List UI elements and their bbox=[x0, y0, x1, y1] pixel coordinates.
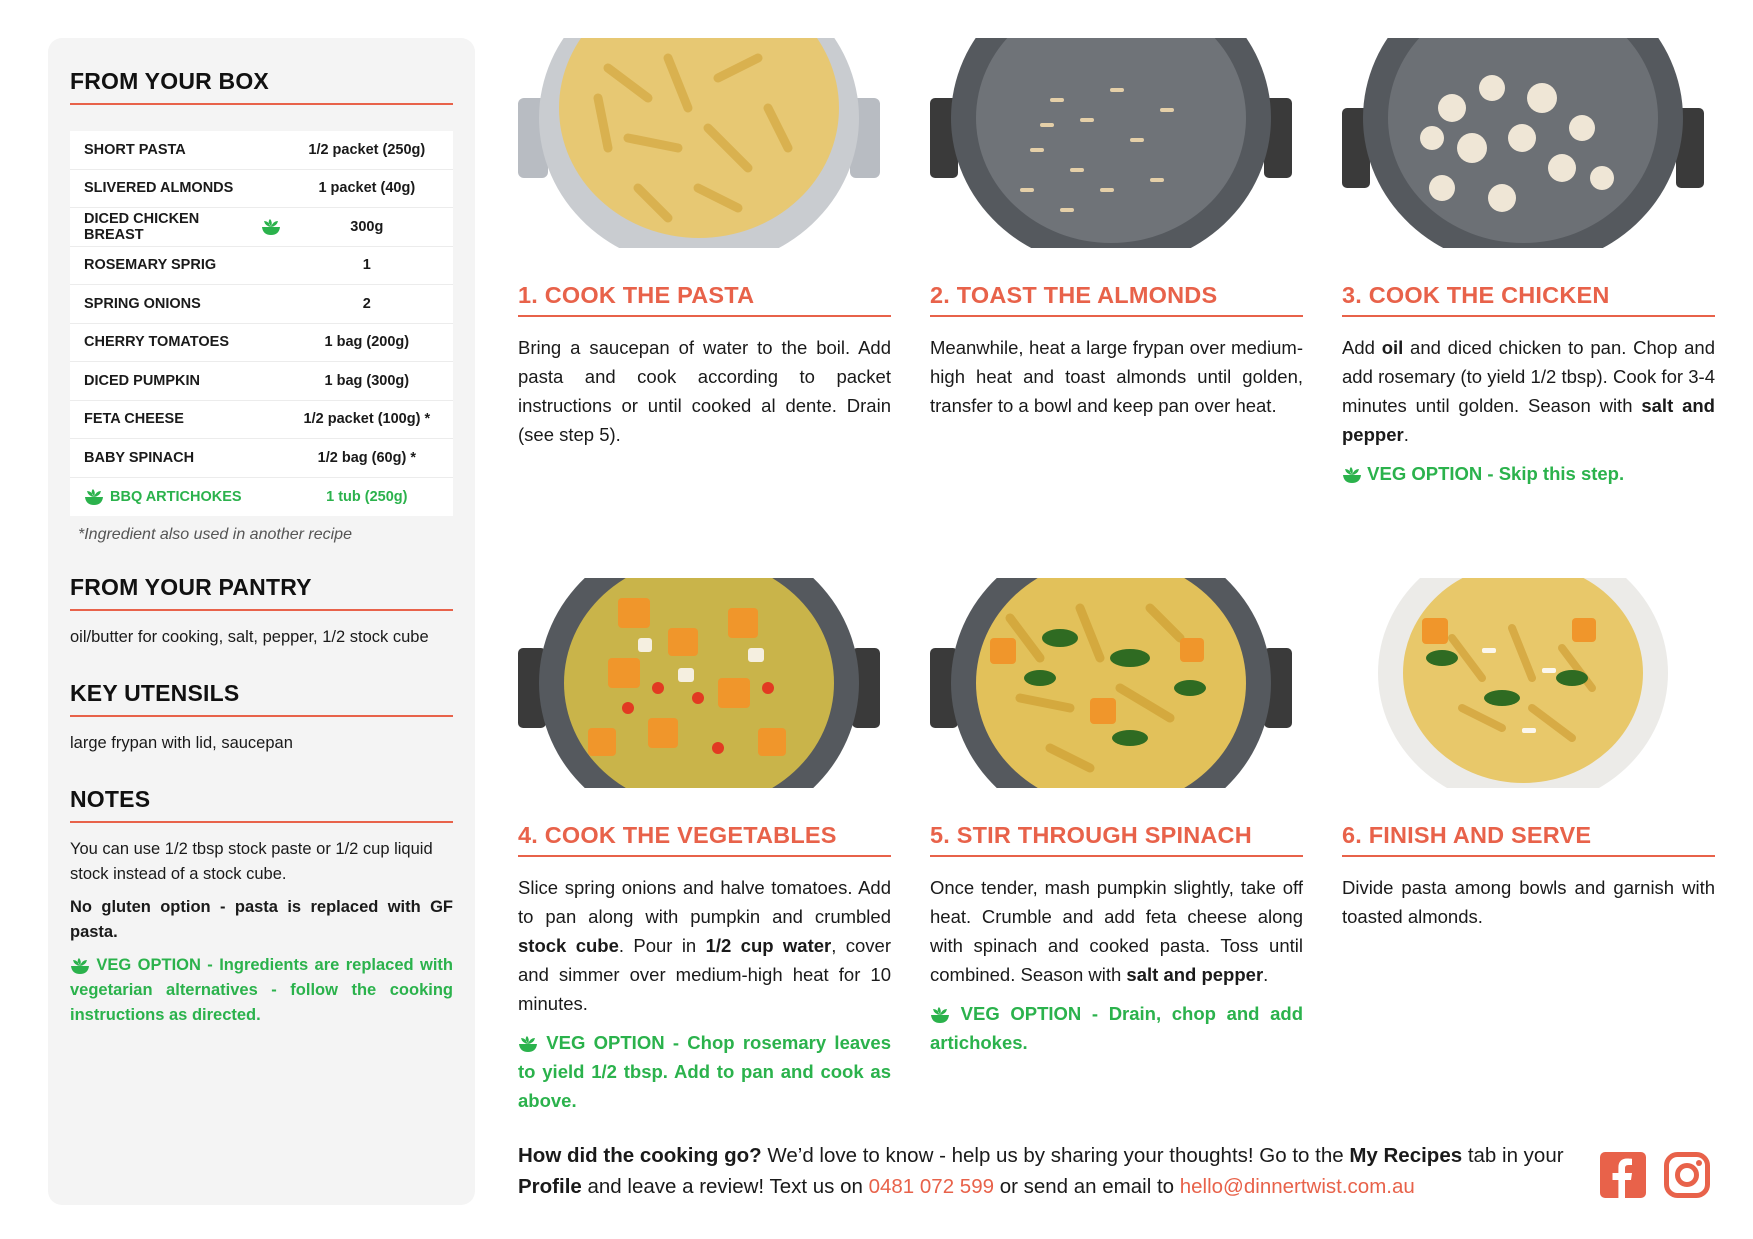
ingredient-qty: 1 bag (300g) bbox=[324, 372, 410, 389]
step-3-veg-option bbox=[1342, 459, 1715, 488]
step-3-text: Add oil and diced chicken to pan. Chop and add rosemary (to yield 1/2 tbsp). Cook for 3-4 minutes until golden. Season with salt and pepper. bbox=[1342, 337, 1715, 445]
step-5 bbox=[930, 578, 1303, 1057]
ingredient-name-text: DICED CHICKEN BREAST bbox=[84, 210, 200, 243]
step-3 bbox=[1342, 38, 1715, 488]
feedback-message: How did the cooking go? We’d love to know - help us by sharing your thoughts! Go to the My Recipes tab in your Profile and leave a review! Text us on 0481 072 599 or send an email to hello@dinnertwist.com.au bbox=[518, 1144, 1564, 1198]
utensils-title: KEY UTENSILS bbox=[70, 680, 453, 717]
step-1-text: Bring a saucepan of water to the boil. Add pasta and cook according to packet instructions or until cooked al dente. Drain (see step 5). bbox=[518, 337, 891, 445]
veg-text: VEG OPTION - Chop rosemary leaves to yield 1/2 tbsp. Add to pan and cook as above. bbox=[518, 1032, 892, 1111]
veg-text: VEG OPTION - Drain, chop and add artichokes. bbox=[930, 1003, 1304, 1053]
ingredient-name: SLIVERED ALMONDS bbox=[84, 180, 234, 197]
profile-label: Profile bbox=[518, 1175, 582, 1198]
ingredient-qty: 1/2 packet (250g) bbox=[308, 141, 426, 158]
notes-veg-option bbox=[70, 953, 453, 1028]
ingredient-name-text: BBQ ARTICHOKES bbox=[110, 488, 242, 505]
ingredient-qty: 1/2 bag (60g) * bbox=[317, 449, 416, 466]
ingredient-name: BABY SPINACH bbox=[84, 449, 195, 466]
step-1-title: 1. COOK THE PASTA bbox=[518, 282, 891, 317]
notes-text: You can use 1/2 tbsp stock paste or 1/2 cup liquid stock instead of a stock cube. bbox=[70, 840, 433, 883]
ingredient-name: ROSEMARY SPRIG bbox=[84, 257, 217, 274]
step-5-veg-option bbox=[930, 999, 1303, 1057]
facebook-icon[interactable] bbox=[1600, 1152, 1646, 1198]
ingredient-name: CHERRY TOMATOES bbox=[84, 334, 230, 351]
phone-link[interactable]: 0481 072 599 bbox=[868, 1175, 994, 1198]
table-row bbox=[70, 247, 453, 286]
ingredient-qty: 300g bbox=[350, 218, 384, 235]
step-4-title: 4. COOK THE VEGETABLES bbox=[518, 822, 891, 857]
pantry-title: FROM YOUR PANTRY bbox=[70, 574, 453, 611]
step-6 bbox=[1342, 578, 1715, 931]
leaf-icon bbox=[930, 1006, 950, 1024]
table-row bbox=[70, 439, 453, 478]
step-3-photo bbox=[1342, 38, 1704, 248]
table-row bbox=[70, 285, 453, 324]
leaf-icon bbox=[261, 218, 281, 236]
feedback-question: How did the cooking go? bbox=[518, 1144, 762, 1167]
sidebar-panel bbox=[48, 38, 475, 1205]
ingredient-name: DICED PUMPKIN bbox=[84, 372, 201, 389]
step-2 bbox=[930, 38, 1303, 420]
my-recipes-label: My Recipes bbox=[1349, 1144, 1463, 1167]
from-box-title: FROM YOUR BOX bbox=[70, 68, 453, 105]
table-row bbox=[70, 208, 453, 247]
table-row bbox=[70, 131, 453, 170]
step-4 bbox=[518, 578, 891, 1115]
ingredient-name: FETA CHEESE bbox=[84, 411, 184, 428]
step-4-text: Slice spring onions and halve tomatoes. Add to pan along with pumpkin and crumbled stock cube. Pour in 1/2 cup water, cover and simmer over medium-high heat for 10 minutes. bbox=[518, 877, 891, 1014]
notes-gluten-text: No gluten option - pasta is replaced with GF pasta. bbox=[70, 898, 453, 941]
step-2-title: 2. TOAST THE ALMONDS bbox=[930, 282, 1303, 317]
notes-title: NOTES bbox=[70, 786, 453, 823]
step-1 bbox=[518, 38, 891, 449]
step-6-photo bbox=[1342, 578, 1704, 788]
pantry-section bbox=[70, 574, 453, 650]
leaf-icon bbox=[518, 1035, 538, 1053]
instagram-icon[interactable] bbox=[1664, 1152, 1710, 1198]
utensils-section bbox=[70, 680, 453, 756]
ingredient-qty: 1 bbox=[362, 257, 371, 274]
step-5-title: 5. STIR THROUGH SPINACH bbox=[930, 822, 1303, 857]
ingredient-name bbox=[70, 211, 281, 243]
step-4-veg-option bbox=[518, 1028, 891, 1115]
step-4-photo bbox=[518, 578, 880, 788]
notes-section bbox=[70, 786, 453, 1028]
table-row bbox=[70, 170, 453, 209]
veg-text: VEG OPTION - Skip this step. bbox=[1367, 463, 1625, 484]
step-2-text: Meanwhile, heat a large frypan over medium-high heat and toast almonds until golden, transfer to a bowl and keep pan over heat. bbox=[930, 337, 1303, 416]
ingredient-name bbox=[70, 488, 281, 506]
table-row bbox=[70, 401, 453, 440]
table-row bbox=[70, 478, 453, 517]
leaf-icon bbox=[70, 957, 90, 975]
ingredient-qty: 1 bag (200g) bbox=[324, 334, 410, 351]
ingredient-qty: 2 bbox=[362, 295, 371, 312]
pantry-text: oil/butter for cooking, salt, pepper, 1/2 stock cube bbox=[70, 628, 429, 646]
ingredient-qty: 1 tub (250g) bbox=[326, 488, 408, 505]
step-1-photo bbox=[518, 38, 880, 248]
step-5-text: Once tender, mash pumpkin slightly, take off heat. Crumble and add feta cheese along with spinach and cooked pasta. Toss until combined. Season with salt and pepper. bbox=[930, 877, 1303, 985]
ingredients-table bbox=[70, 131, 453, 516]
ingredient-name: SHORT PASTA bbox=[84, 141, 186, 158]
step-6-title: 6. FINISH AND SERVE bbox=[1342, 822, 1715, 857]
step-2-photo bbox=[930, 38, 1292, 248]
veg-text: VEG OPTION - Ingredients are replaced with vegetarian alternatives - follow the cooking instructions as directed. bbox=[70, 956, 453, 1024]
table-row bbox=[70, 362, 453, 401]
leaf-icon bbox=[1342, 466, 1362, 484]
utensils-text: large frypan with lid, saucepan bbox=[70, 734, 293, 752]
step-5-photo bbox=[930, 578, 1292, 788]
ingredient-qty: 1 packet (40g) bbox=[318, 180, 416, 197]
step-6-text: Divide pasta among bowls and garnish with toasted almonds. bbox=[1342, 877, 1715, 927]
table-row bbox=[70, 324, 453, 363]
ingredient-footnote: *Ingredient also used in another recipe bbox=[78, 526, 352, 543]
email-link[interactable]: hello@dinnertwist.com.au bbox=[1179, 1175, 1415, 1198]
ingredient-qty: 1/2 packet (100g) * bbox=[303, 411, 431, 428]
ingredient-name: SPRING ONIONS bbox=[84, 295, 201, 312]
step-3-title: 3. COOK THE CHICKEN bbox=[1342, 282, 1715, 317]
leaf-icon bbox=[84, 488, 104, 506]
